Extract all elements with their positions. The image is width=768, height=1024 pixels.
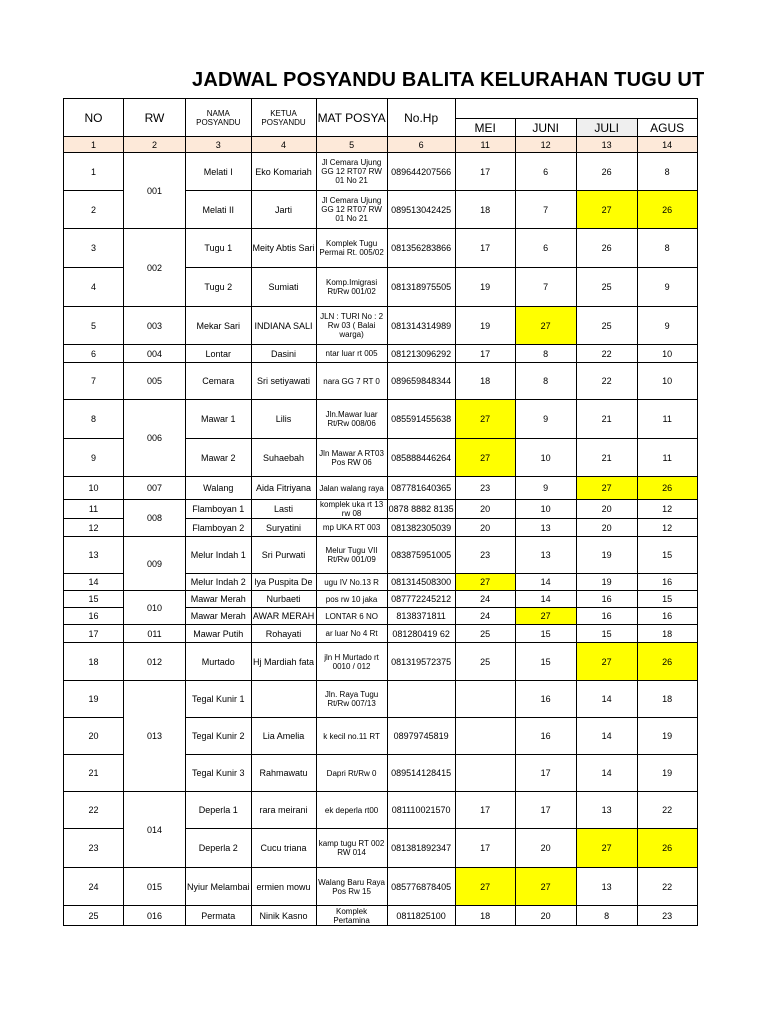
schedule-juli-cell: 26: [576, 153, 637, 191]
header-ketua-posyandu: KETUA POSYANDU: [251, 99, 316, 137]
table-row: [64, 537, 698, 574]
column-number: 13: [576, 137, 637, 153]
row-number: 10: [64, 477, 124, 500]
schedule-agus-cell: 12: [637, 519, 697, 537]
schedule-juli-cell: 19: [576, 537, 637, 574]
schedule-juni-cell: 10: [515, 500, 576, 519]
no-hp-cell: 081280419 62: [387, 625, 455, 643]
alamat-cell: Jln. Raya Tugu Rt/Rw 007/13: [316, 681, 387, 718]
ketua-posyandu-cell: Lasti: [251, 500, 316, 519]
schedule-mei-cell: 25: [455, 643, 515, 681]
alamat-cell: JLN : TURI No : 2 Rw 03 ( Balai warga): [316, 307, 387, 345]
schedule-juni-cell: 27: [515, 307, 576, 345]
schedule-juni-cell: 7: [515, 268, 576, 307]
ketua-posyandu-cell: Ninik Kasno: [251, 906, 316, 926]
schedule-mei-cell: 18: [455, 191, 515, 229]
alamat-cell: Komplek Tugu Permai Rt. 005/02: [316, 229, 387, 268]
schedule-agus-cell: 16: [637, 608, 697, 625]
rw-cell: 006: [124, 400, 186, 477]
nama-posyandu-cell: Melur Indah 2: [186, 574, 252, 591]
schedule-agus-cell: 18: [637, 681, 697, 718]
schedule-agus-cell: 18: [637, 625, 697, 643]
rw-cell: 007: [124, 477, 186, 500]
row-number: 11: [64, 500, 124, 519]
rw-cell: 015: [124, 868, 186, 906]
schedule-agus-cell: 23: [637, 906, 697, 926]
schedule-agus-cell: 10: [637, 345, 697, 363]
schedule-juni-cell: 13: [515, 519, 576, 537]
schedule-juni-cell: 15: [515, 643, 576, 681]
alamat-cell: ek deperla rt00: [316, 792, 387, 829]
schedule-agus-cell: 10: [637, 363, 697, 400]
no-hp-cell: 081110021570: [387, 792, 455, 829]
rw-cell: 016: [124, 906, 186, 926]
rw-cell: 003: [124, 307, 186, 345]
row-number: 21: [64, 755, 124, 792]
column-number: 4: [251, 137, 316, 153]
nama-posyandu-cell: Mekar Sari: [186, 307, 252, 345]
schedule-juni-cell: 15: [515, 625, 576, 643]
row-number: 18: [64, 643, 124, 681]
table-row: [64, 400, 698, 439]
nama-posyandu-cell: Lontar: [186, 345, 252, 363]
ketua-posyandu-cell: Cucu triana: [251, 829, 316, 868]
schedule-mei-cell: [455, 718, 515, 755]
nama-posyandu-cell: Mawar Merah: [186, 608, 252, 625]
alamat-cell: Komplek Pertamina: [316, 906, 387, 926]
ketua-posyandu-cell: Rahmawatu: [251, 755, 316, 792]
schedule-juni-cell: 9: [515, 400, 576, 439]
alamat-cell: Melur Tugu VII Rt/Rw 001/09: [316, 537, 387, 574]
schedule-mei-cell: 27: [455, 868, 515, 906]
alamat-cell: Jln Mawar A RT03 Pos RW 06: [316, 439, 387, 477]
nama-posyandu-cell: Mawar Putih: [186, 625, 252, 643]
column-number: 2: [124, 137, 186, 153]
schedule-juni-cell: 17: [515, 755, 576, 792]
schedule-juli-cell: 22: [576, 345, 637, 363]
nama-posyandu-cell: Melati II: [186, 191, 252, 229]
schedule-juni-cell: 8: [515, 345, 576, 363]
alamat-cell: k kecil no.11 RT: [316, 718, 387, 755]
no-hp-cell: 081318975505: [387, 268, 455, 307]
schedule-agus-cell: 16: [637, 574, 697, 591]
schedule-mei-cell: [455, 681, 515, 718]
ketua-posyandu-cell: Suryatini: [251, 519, 316, 537]
no-hp-cell: 081356283866: [387, 229, 455, 268]
schedule-mei-cell: 25: [455, 625, 515, 643]
row-number: 2: [64, 191, 124, 229]
nama-posyandu-cell: Melati I: [186, 153, 252, 191]
no-hp-cell: 089644207566: [387, 153, 455, 191]
schedule-agus-cell: 9: [637, 307, 697, 345]
no-hp-cell: 081314314989: [387, 307, 455, 345]
schedule-mei-cell: 18: [455, 906, 515, 926]
schedule-juli-cell: 27: [576, 191, 637, 229]
ketua-posyandu-cell: Hj Mardiah fata: [251, 643, 316, 681]
nama-posyandu-cell: Tugu 2: [186, 268, 252, 307]
nama-posyandu-cell: Murtado: [186, 643, 252, 681]
no-hp-cell: 085776878405: [387, 868, 455, 906]
table-row: [64, 625, 698, 643]
no-hp-cell: 08979745819: [387, 718, 455, 755]
table-row: [64, 229, 698, 268]
no-hp-cell: 081213096292: [387, 345, 455, 363]
ketua-posyandu-cell: Eko Komariah: [251, 153, 316, 191]
header-no: NO: [64, 99, 124, 137]
no-hp-cell: 8138371811: [387, 608, 455, 625]
ketua-posyandu-cell: lya Puspita De: [251, 574, 316, 591]
rw-cell: 013: [124, 681, 186, 792]
row-number: 9: [64, 439, 124, 477]
ketua-posyandu-cell: rara meirani: [251, 792, 316, 829]
no-hp-cell: 087772245212: [387, 591, 455, 608]
schedule-agus-cell: 11: [637, 439, 697, 477]
header-nama-posyandu: NAMA POSYANDU: [186, 99, 252, 137]
header-month-juni: JUNI: [515, 119, 576, 137]
header-month-group: [455, 99, 697, 119]
schedule-agus-cell: 19: [637, 718, 697, 755]
header-no-hp: No.Hp: [387, 99, 455, 137]
schedule-mei-cell: 23: [455, 477, 515, 500]
schedule-agus-cell: 15: [637, 537, 697, 574]
schedule-juli-cell: 14: [576, 681, 637, 718]
rw-cell: 001: [124, 153, 186, 229]
alamat-cell: Jl Cemara Ujung GG 12 RT07 RW 01 No 21: [316, 153, 387, 191]
ketua-posyandu-cell: Dasini: [251, 345, 316, 363]
ketua-posyandu-cell: Nurbaeti: [251, 591, 316, 608]
alamat-cell: Jl Cemara Ujung GG 12 RT07 RW 01 No 21: [316, 191, 387, 229]
schedule-juli-cell: 26: [576, 229, 637, 268]
table-row: [64, 345, 698, 363]
nama-posyandu-cell: Flamboyan 2: [186, 519, 252, 537]
row-number: 16: [64, 608, 124, 625]
schedule-juni-cell: 13: [515, 537, 576, 574]
schedule-juli-cell: 20: [576, 519, 637, 537]
row-number: 15: [64, 591, 124, 608]
row-number: 8: [64, 400, 124, 439]
schedule-juli-cell: 27: [576, 829, 637, 868]
row-number: 5: [64, 307, 124, 345]
schedule-juni-cell: 27: [515, 868, 576, 906]
schedule-mei-cell: 24: [455, 591, 515, 608]
schedule-mei-cell: 19: [455, 268, 515, 307]
table-row: [64, 906, 698, 926]
row-number: 22: [64, 792, 124, 829]
row-number: 19: [64, 681, 124, 718]
schedule-juni-cell: 8: [515, 363, 576, 400]
nama-posyandu-cell: Permata: [186, 906, 252, 926]
schedule-juli-cell: 13: [576, 868, 637, 906]
schedule-juli-cell: 25: [576, 307, 637, 345]
schedule-juni-cell: 14: [515, 574, 576, 591]
table-row: [64, 307, 698, 345]
column-number: 11: [455, 137, 515, 153]
no-hp-cell: 089659848344: [387, 363, 455, 400]
ketua-posyandu-cell: [251, 681, 316, 718]
row-number: 1: [64, 153, 124, 191]
row-number: 25: [64, 906, 124, 926]
row-number: 6: [64, 345, 124, 363]
alamat-cell: Jalan walang raya: [316, 477, 387, 500]
schedule-mei-cell: 27: [455, 400, 515, 439]
schedule-juli-cell: 19: [576, 574, 637, 591]
schedule-juni-cell: 7: [515, 191, 576, 229]
schedule-agus-cell: 22: [637, 868, 697, 906]
table-row: [64, 591, 698, 608]
ketua-posyandu-cell: Rohayati: [251, 625, 316, 643]
column-number: 6: [387, 137, 455, 153]
schedule-juni-cell: 6: [515, 229, 576, 268]
nama-posyandu-cell: Tugu 1: [186, 229, 252, 268]
schedule-juni-cell: 20: [515, 829, 576, 868]
schedule-mei-cell: 27: [455, 439, 515, 477]
nama-posyandu-cell: Nyiur Melambai: [186, 868, 252, 906]
alamat-cell: ar luar No 4 Rt: [316, 625, 387, 643]
alamat-cell: nara GG 7 RT 0: [316, 363, 387, 400]
schedule-juni-cell: 9: [515, 477, 576, 500]
header-rw: RW: [124, 99, 186, 137]
row-number: 4: [64, 268, 124, 307]
nama-posyandu-cell: Mawar Merah: [186, 591, 252, 608]
ketua-posyandu-cell: Sumiati: [251, 268, 316, 307]
schedule-agus-cell: 9: [637, 268, 697, 307]
schedule-juli-cell: 15: [576, 625, 637, 643]
nama-posyandu-cell: Cemara: [186, 363, 252, 400]
no-hp-cell: 081382305039: [387, 519, 455, 537]
alamat-cell: mp UKA RT 003: [316, 519, 387, 537]
rw-cell: 004: [124, 345, 186, 363]
header-month-juli: JULI: [576, 119, 637, 137]
table-row: [64, 643, 698, 681]
alamat-cell: LONTAR 6 NO: [316, 608, 387, 625]
column-number: 5: [316, 137, 387, 153]
schedule-mei-cell: [455, 755, 515, 792]
schedule-mei-cell: 20: [455, 519, 515, 537]
schedule-juli-cell: 16: [576, 608, 637, 625]
rw-cell: 002: [124, 229, 186, 307]
nama-posyandu-cell: Tegal Kunir 2: [186, 718, 252, 755]
column-number: 12: [515, 137, 576, 153]
column-number: 14: [637, 137, 697, 153]
no-hp-cell: 089513042425: [387, 191, 455, 229]
schedule-juli-cell: 14: [576, 755, 637, 792]
schedule-agus-cell: 8: [637, 153, 697, 191]
no-hp-cell: 0811825100: [387, 906, 455, 926]
nama-posyandu-cell: Deperla 2: [186, 829, 252, 868]
table-row: [64, 363, 698, 400]
ketua-posyandu-cell: Lia Amelia: [251, 718, 316, 755]
alamat-cell: komplek uka rt 13 rw 08: [316, 500, 387, 519]
no-hp-cell: 081319572375: [387, 643, 455, 681]
header-month-agus: AGUS: [637, 119, 697, 137]
alamat-cell: Walang Baru Raya Pos Rw 15: [316, 868, 387, 906]
schedule-juli-cell: 27: [576, 477, 637, 500]
schedule-juli-cell: 22: [576, 363, 637, 400]
schedule-mei-cell: 17: [455, 792, 515, 829]
alamat-cell: jln H Murtado rt 0010 / 012: [316, 643, 387, 681]
schedule-juni-cell: 20: [515, 906, 576, 926]
nama-posyandu-cell: Tegal Kunir 1: [186, 681, 252, 718]
schedule-juni-cell: 14: [515, 591, 576, 608]
schedule-agus-cell: 26: [637, 191, 697, 229]
nama-posyandu-cell: Melur Indah 1: [186, 537, 252, 574]
no-hp-cell: 085888446264: [387, 439, 455, 477]
schedule-juni-cell: 17: [515, 792, 576, 829]
rw-cell: 011: [124, 625, 186, 643]
ketua-posyandu-cell: ermien mowu: [251, 868, 316, 906]
nama-posyandu-cell: Deperla 1: [186, 792, 252, 829]
page-title: JADWAL POSYANDU BALITA KELURAHAN TUGU UT: [192, 69, 705, 91]
alamat-cell: Komp.Imigrasi Rt/Rw 001/02: [316, 268, 387, 307]
row-number: 12: [64, 519, 124, 537]
schedule-agus-cell: 22: [637, 792, 697, 829]
rw-cell: 005: [124, 363, 186, 400]
row-number: 23: [64, 829, 124, 868]
rw-cell: 008: [124, 500, 186, 537]
schedule-mei-cell: 17: [455, 829, 515, 868]
schedule-juli-cell: 27: [576, 643, 637, 681]
header-alamat: MAT POSYA: [316, 99, 387, 137]
ketua-posyandu-cell: Sri Purwati: [251, 537, 316, 574]
schedule-mei-cell: 17: [455, 153, 515, 191]
schedule-juli-cell: 21: [576, 439, 637, 477]
schedule-agus-cell: 26: [637, 477, 697, 500]
schedule-juli-cell: 8: [576, 906, 637, 926]
rw-cell: 014: [124, 792, 186, 868]
schedule-juni-cell: 6: [515, 153, 576, 191]
schedule-juni-cell: 10: [515, 439, 576, 477]
schedule-juli-cell: 20: [576, 500, 637, 519]
nama-posyandu-cell: Walang: [186, 477, 252, 500]
table-row: [64, 500, 698, 519]
schedule-mei-cell: 23: [455, 537, 515, 574]
schedule-juli-cell: 21: [576, 400, 637, 439]
ketua-posyandu-cell: Lilis: [251, 400, 316, 439]
schedule-agus-cell: 26: [637, 829, 697, 868]
column-number: 1: [64, 137, 124, 153]
ketua-posyandu-cell: Aida Fitriyana: [251, 477, 316, 500]
nama-posyandu-cell: Flamboyan 1: [186, 500, 252, 519]
table-row: [64, 681, 698, 718]
alamat-cell: kamp tugu RT 002 RW 014: [316, 829, 387, 868]
schedule-agus-cell: 19: [637, 755, 697, 792]
column-number: 3: [186, 137, 252, 153]
schedule-mei-cell: 18: [455, 363, 515, 400]
nama-posyandu-cell: Mawar 1: [186, 400, 252, 439]
no-hp-cell: 081314508300: [387, 574, 455, 591]
ketua-posyandu-cell: AWAR MERAH: [251, 608, 316, 625]
schedule-juli-cell: 25: [576, 268, 637, 307]
schedule-juni-cell: 16: [515, 681, 576, 718]
schedule-juli-cell: 14: [576, 718, 637, 755]
schedule-juli-cell: 16: [576, 591, 637, 608]
table-row: [64, 153, 698, 191]
schedule-mei-cell: 20: [455, 500, 515, 519]
ketua-posyandu-cell: Meity Abtis Sari: [251, 229, 316, 268]
row-number: 7: [64, 363, 124, 400]
rw-cell: 012: [124, 643, 186, 681]
row-number: 14: [64, 574, 124, 591]
no-hp-cell: 083875951005: [387, 537, 455, 574]
nama-posyandu-cell: Tegal Kunir 3: [186, 755, 252, 792]
alamat-cell: ntar luar rt 005: [316, 345, 387, 363]
schedule-agus-cell: 15: [637, 591, 697, 608]
schedule-juni-cell: 27: [515, 608, 576, 625]
no-hp-cell: 081381892347: [387, 829, 455, 868]
header-month-mei: MEI: [455, 119, 515, 137]
alamat-cell: ugu IV No.13 R: [316, 574, 387, 591]
no-hp-cell: 087781640365: [387, 477, 455, 500]
table-row: [64, 477, 698, 500]
schedule-mei-cell: 27: [455, 574, 515, 591]
table-row: [64, 868, 698, 906]
row-number: 20: [64, 718, 124, 755]
schedule-mei-cell: 19: [455, 307, 515, 345]
no-hp-cell: 085591455638: [387, 400, 455, 439]
schedule-agus-cell: 12: [637, 500, 697, 519]
row-number: 24: [64, 868, 124, 906]
no-hp-cell: 089514128415: [387, 755, 455, 792]
alamat-cell: Jln.Mawar luar Rt/Rw 008/06: [316, 400, 387, 439]
schedule-table: [63, 98, 698, 926]
ketua-posyandu-cell: Jarti: [251, 191, 316, 229]
schedule-juni-cell: 16: [515, 718, 576, 755]
schedule-agus-cell: 26: [637, 643, 697, 681]
schedule-mei-cell: 24: [455, 608, 515, 625]
rw-cell: 009: [124, 537, 186, 591]
rw-cell: 010: [124, 591, 186, 625]
ketua-posyandu-cell: Suhaebah: [251, 439, 316, 477]
row-number: 3: [64, 229, 124, 268]
ketua-posyandu-cell: Sri setiyawati: [251, 363, 316, 400]
no-hp-cell: [387, 681, 455, 718]
table-row: [64, 792, 698, 829]
schedule-mei-cell: 17: [455, 345, 515, 363]
schedule-agus-cell: 8: [637, 229, 697, 268]
nama-posyandu-cell: Mawar 2: [186, 439, 252, 477]
alamat-cell: pos rw 10 jaka: [316, 591, 387, 608]
alamat-cell: Dapri Rt/Rw 0: [316, 755, 387, 792]
no-hp-cell: 0878 8882 8135: [387, 500, 455, 519]
schedule-agus-cell: 11: [637, 400, 697, 439]
row-number: 17: [64, 625, 124, 643]
ketua-posyandu-cell: INDIANA SALI: [251, 307, 316, 345]
schedule-mei-cell: 17: [455, 229, 515, 268]
row-number: 13: [64, 537, 124, 574]
schedule-juli-cell: 13: [576, 792, 637, 829]
